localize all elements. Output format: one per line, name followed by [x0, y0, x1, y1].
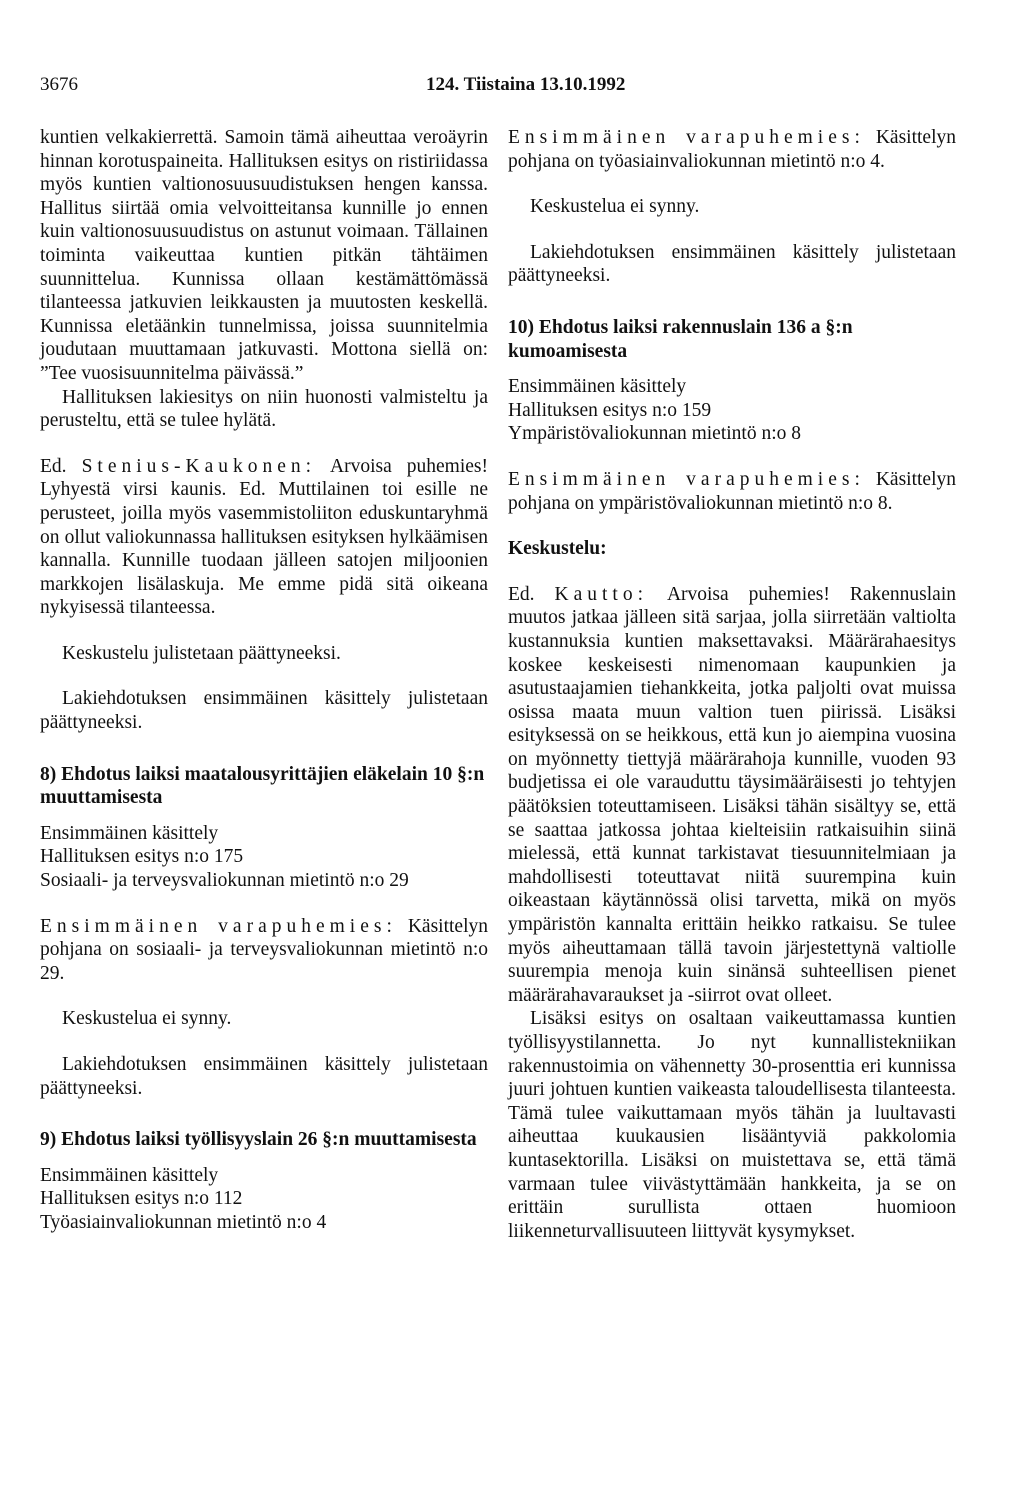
right-column: [508, 126, 956, 1243]
speaker-prefix: Ed.: [40, 455, 67, 477]
paragraph: Lakiehdotuksen ensimmäinen käsittely julistetaan päättyneeksi.: [40, 688, 488, 734]
page-header: [40, 74, 984, 102]
paragraph: Hallituksen lakiesitys on niin huonosti valmisteltu ja perusteltu, että se tulee hylätä.: [40, 386, 488, 432]
reading-line: Ensimmäinen käsittely: [40, 822, 219, 844]
speaker-name: Ensimmäinen varapuhemies:: [508, 127, 865, 148]
proposal-line: Hallituksen esitys n:o 159: [508, 399, 712, 421]
paragraph: Keskustelua ei synny.: [530, 196, 700, 218]
speaker-paragraph: [508, 468, 956, 515]
reading-line: Ensimmäinen käsittely: [40, 1164, 219, 1186]
proposal-line: Hallituksen esitys n:o 112: [40, 1188, 243, 1210]
running-title: 124. Tiistaina 13.10.1992: [426, 74, 626, 95]
paragraph: Keskustelu julistetaan päättyneeksi.: [62, 642, 341, 664]
speech-text: Käsittelyn pohjana on työasiainvaliokunnan mietintö n:o 4.: [508, 127, 956, 172]
speech-text: Arvoisa puhemies! Rakennuslain muutos jatkaa jälleen sitä sarjaa, jolla siirretään valtiolta kustannuksia kuntien maksettavaksi. Määrärahaesitys koskee keskeisesti nimenomaan kaupunkien ja asutustaajamien tiehankkeita, jotka paljolti ovat muissa osissa maata muun valtion tuen piirissä. Lisäksi esityksessä on se heikkous, että kun jo aiempina vuosina on myönnetty tiettyjä määrärahoja kunnille, vuoden 93 budjetissa ei ole varauduttu täysimääräisesti jo tehtyjen päätöksien toteuttamiseen. Lisäksi tähän sisältyy se, että se saattaa jatkossa johtaa kielteisiin ratkaisuihin siinä mielessä, että kunnat tarkistavat tiesuunnitelmiaan ja mahdollisesti toteuttavat niitä suurempina kuin oikeastaan käytännössä olisi tarvetta, mikä on myös ympäristön kannalta erittäin heikko ratkaisu. Se tulee myös aiheuttamaan tällä tavoin järjestettynä valtiolle suurempia menoja kuin sinänsä suhteellisen pienet määrärahavaraukset ja -siirrot ovat olleet.: [508, 583, 956, 1006]
speech-text: Käsittelyn pohjana on sosiaali- ja terveysvaliokunnan mietintö n:o 29.: [40, 915, 488, 984]
speaker-paragraph: [40, 455, 488, 620]
section-heading-10: 10) Ehdotus laiksi rakennuslain 136 a §:n kumoamisesta: [508, 316, 853, 362]
speaker-name: Ensimmäinen varapuhemies:: [508, 468, 865, 490]
report-line: Työasiainvaliokunnan mietintö n:o 4: [40, 1211, 327, 1233]
proposal-line: Hallituksen esitys n:o 175: [40, 846, 244, 868]
report-line: Ympäristövaliokunnan mietintö n:o 8: [508, 423, 802, 445]
left-column: [40, 126, 488, 1235]
speaker-name: Ensimmäinen varapuhemies:: [40, 915, 397, 937]
report-line: Sosiaali- ja terveysvaliokunnan mietintö n:o 29: [40, 870, 409, 892]
paragraph: Lakiehdotuksen ensimmäinen käsittely julistetaan päättyneeksi.: [40, 1054, 488, 1099]
speaker-name: Stenius-Kaukonen:: [81, 455, 317, 477]
page-number: 3676: [40, 74, 78, 95]
speech-text: Arvoisa puhemies! Lyhyestä virsi kaunis. Ed. Muttilainen toi esille ne perusteet, joilla myös vasemmistoliiton eduskuntaryhmä on ollut valiokunnassa hallituksen esityksen hylkäämisen kannalla. Kunnille tuodaan jälleen satojen miljoonien markkojen lisälaskuja. Me emme pidä sitä oikeana nykyisessä tilanteessa.: [40, 455, 489, 619]
speaker-name: Kautto:: [554, 583, 649, 605]
paragraph: Lisäksi esitys on osaltaan vaikeuttamassa kuntien työllisyystilannetta. Jo nyt kunnallistekniikan rakennustoimia on vähennetty 30-prosenttia eri kunnissa juuri johtuen kuntien vaikeasta taloudellisesta tilanteesta. Tämä tulee vaikuttamaan myös tähän ja luultavasti aiheuttaa kuukausien lisääntyviä pakkolomia kuntasektorilla. Lisäksi on muistettava se, että tämä varmaan tulee viivästyttämään hankkeita, ja se on erittäin surullista ottaen huomioon liikenneturvallisuuteen liittyvät kysymykset.: [508, 1008, 956, 1242]
paragraph: kuntien velkakierrettä. Samoin tämä aiheuttaa veroäyrin hinnan korotuspaineita. Hallituksen esitys on ristiriidassa myös kuntien valtionosuusuudistuksen hengen kanssa. Hallitus siirtää omia velvoitteitansa kunnille jo ennen kuin valtionosuusuudistus on astunut voimaan. Tällainen toiminta vaikeuttaa kuntien pitkän tähtäimen suunnittelua. Kunnissa ollaan kestämättömässä tilanteessa jatkuvien leikkausten ja muutosten keskellä. Kunnissa eletäänkin tunnelmissa, joissa suunnitelmia joudutaan muuttamaan jatkuvasti. Mottona siellä on: ”Tee vuosisuunnitelma päivässä.”: [40, 127, 488, 384]
reading-line: Ensimmäinen käsittely: [508, 376, 687, 398]
discussion-heading: Keskustelu:: [508, 538, 607, 560]
paragraph: Lakiehdotuksen ensimmäinen käsittely julistetaan päättyneeksi.: [508, 241, 956, 287]
speaker-prefix: Ed.: [508, 583, 535, 605]
section-heading-9: 9) Ehdotus laiksi työllisyyslain 26 §:n muuttamisesta: [40, 1129, 477, 1151]
section-heading-8: 8) Ehdotus laiksi maatalousyrittäjien eläkelain 10 §:n muuttamisesta: [40, 763, 485, 809]
speaker-paragraph: [508, 126, 956, 173]
speech-text: Käsittelyn pohjana on ympäristövaliokunnan mietintö n:o 8.: [508, 468, 956, 514]
speaker-paragraph: [508, 583, 956, 1008]
paragraph: Keskustelua ei synny.: [62, 1008, 232, 1030]
speaker-paragraph: [40, 915, 488, 986]
